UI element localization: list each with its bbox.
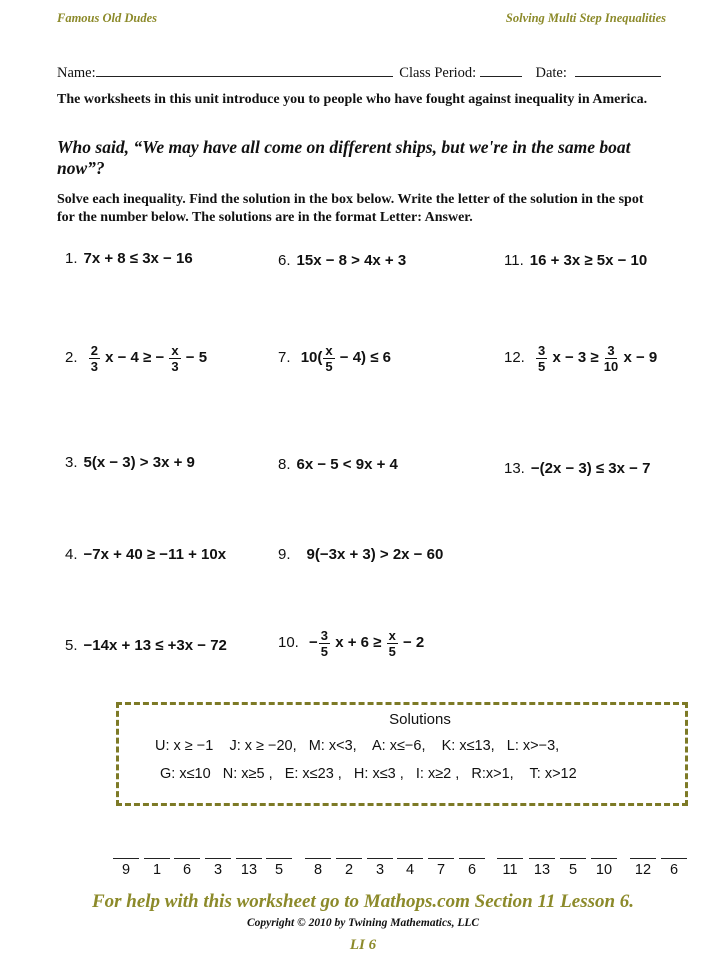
problem-number: 5. bbox=[65, 637, 78, 654]
answer-blank[interactable] bbox=[305, 858, 331, 859]
problem-number: 9. bbox=[278, 546, 291, 563]
class-period-field[interactable] bbox=[480, 62, 522, 77]
problem-4 bbox=[65, 546, 226, 563]
answer-blank[interactable] bbox=[144, 858, 170, 859]
answer-code-number: 8 bbox=[313, 862, 323, 878]
header-right-title: Solving Multi Step Inequalities bbox=[505, 11, 666, 25]
problem-equation-part: x − 3 ≥ bbox=[552, 349, 599, 367]
problem-1 bbox=[65, 250, 193, 267]
intro-text: The worksheets in this unit introduce you to people who have fought against inequality in America. bbox=[57, 92, 648, 107]
help-footer: For help with this worksheet go to Mathops.com Section 11 Lesson 6. bbox=[91, 891, 635, 912]
problem-equation: 7x + 8 ≤ 3x − 16 bbox=[83, 250, 193, 267]
fraction: $\frac{3}{5}$ bbox=[538, 343, 546, 374]
problem-9 bbox=[278, 546, 443, 563]
answer-code-number: 7 bbox=[436, 862, 446, 878]
problem-equation-part: x − 9 bbox=[623, 349, 658, 367]
fraction: $\frac{x}{5}$ bbox=[325, 343, 333, 374]
fraction: $\frac{x}{5}$ bbox=[388, 628, 396, 659]
answer-code-number: 3 bbox=[375, 862, 385, 878]
problem-number: 3. bbox=[65, 454, 78, 471]
problem-equation: −7x + 40 ≥ −11 + 10x bbox=[83, 546, 227, 563]
famous-quote-question: Who said, “We may have all come on different ships, but we're in the same boat now”? bbox=[57, 137, 631, 178]
problem-equation-part: x − 4 ≥ − bbox=[105, 349, 165, 367]
answer-code-number: 5 bbox=[274, 862, 284, 878]
answer-blank[interactable] bbox=[397, 858, 423, 859]
answer-blank[interactable] bbox=[174, 858, 200, 859]
problem-8 bbox=[278, 456, 398, 473]
problem-equation-part: − 5 bbox=[185, 349, 208, 367]
answer-code-number: 5 bbox=[568, 862, 578, 878]
problem-equation: 6x − 5 < 9x + 4 bbox=[296, 456, 398, 473]
fraction: $\frac{x}{3}$ bbox=[171, 343, 179, 374]
problem-equation-part: − 4) ≤ 6 bbox=[339, 349, 391, 367]
answer-code-number: 13 bbox=[240, 862, 258, 878]
problem-12 bbox=[504, 343, 657, 374]
solutions-title: Solutions bbox=[389, 711, 451, 728]
fraction: $\frac{3}{5}$ bbox=[320, 628, 329, 659]
answer-blank[interactable] bbox=[497, 858, 523, 859]
answer-blank[interactable] bbox=[205, 858, 231, 859]
class-period-label: Class Period: bbox=[399, 65, 477, 81]
problem-equation-part: − 2 bbox=[402, 634, 425, 652]
answer-code-number: 6 bbox=[467, 862, 477, 878]
problem-2 bbox=[65, 343, 207, 374]
answer-code-number: 10 bbox=[595, 862, 613, 878]
problem-equation: −14x + 13 ≤ +3x − 72 bbox=[83, 637, 227, 654]
problem-number: 12. bbox=[504, 349, 525, 367]
answer-blank[interactable] bbox=[367, 858, 393, 859]
problem-number: 1. bbox=[65, 250, 78, 267]
name-label: Name: bbox=[57, 65, 96, 81]
problem-equation: −(2x − 3) ≤ 3x − 7 bbox=[530, 460, 651, 477]
answer-blank[interactable] bbox=[529, 858, 555, 859]
solutions-row-2: G: x≤10 N: x≥5 , E: x≤23 , H: x≤3 , I: x≥2 , R:x>1, T: x>12 bbox=[160, 766, 577, 782]
answer-code-number: 2 bbox=[344, 862, 354, 878]
answer-blank[interactable] bbox=[560, 858, 586, 859]
problem-3 bbox=[65, 454, 195, 471]
answer-blank[interactable] bbox=[236, 858, 262, 859]
problem-number: 7. bbox=[278, 349, 291, 367]
answer-code-number: 12 bbox=[634, 862, 652, 878]
problem-equation: 9(−3x + 3) > 2x − 60 bbox=[306, 546, 444, 563]
answer-blank[interactable] bbox=[591, 858, 617, 859]
problem-number: 11. bbox=[504, 252, 524, 269]
problem-equation-part: − bbox=[309, 634, 318, 652]
problem-equation: 5(x − 3) > 3x + 9 bbox=[83, 454, 195, 471]
solutions-row-1: U: x ≥ −1 J: x ≥ −20, M: x<3, A: x≤−6, K: x≤13, L: x>−3, bbox=[155, 738, 560, 754]
problem-equation: 16 + 3x ≥ 5x − 10 bbox=[529, 252, 648, 269]
problem-13 bbox=[504, 460, 650, 477]
answer-blank[interactable] bbox=[113, 858, 139, 859]
answer-code-number: 4 bbox=[405, 862, 415, 878]
problem-number: 6. bbox=[278, 252, 291, 269]
answer-blank[interactable] bbox=[459, 858, 485, 859]
instructions-text: Solve each inequality. Find the solution in the box below. Write the letter of the solution in the spot for the number below. The solutions are in the format Letter: Answer. bbox=[57, 192, 644, 225]
student-info-row bbox=[57, 62, 661, 82]
answer-code-number: 9 bbox=[121, 862, 131, 878]
answer-blank[interactable] bbox=[266, 858, 292, 859]
answer-code-number: 13 bbox=[533, 862, 551, 878]
problem-6 bbox=[278, 252, 406, 269]
page-label: LI 6 bbox=[349, 937, 377, 953]
problem-7 bbox=[278, 343, 391, 374]
date-label: Date: bbox=[535, 65, 567, 81]
fraction: $\frac{3}{10}$ bbox=[603, 343, 619, 374]
problem-number: 8. bbox=[278, 456, 291, 473]
answer-code-number: 6 bbox=[669, 862, 679, 878]
date-field[interactable] bbox=[575, 62, 661, 77]
answer-code-number: 6 bbox=[182, 862, 192, 878]
answer-code-number: 11 bbox=[502, 862, 518, 878]
problem-5 bbox=[65, 637, 227, 654]
problem-number: 2. bbox=[65, 349, 78, 367]
problem-11 bbox=[504, 252, 647, 269]
problem-number: 10. bbox=[278, 634, 299, 652]
answer-blank[interactable] bbox=[428, 858, 454, 859]
answer-blank[interactable] bbox=[630, 858, 656, 859]
name-field[interactable] bbox=[96, 62, 393, 77]
problem-10 bbox=[278, 628, 424, 659]
problem-equation-part: 10( bbox=[300, 349, 323, 367]
answer-blank[interactable] bbox=[336, 858, 362, 859]
problem-number: 13. bbox=[504, 460, 525, 477]
answer-blank[interactable] bbox=[661, 858, 687, 859]
problem-equation-part: x + 6 ≥ bbox=[335, 634, 382, 652]
header-left-title: Famous Old Dudes bbox=[57, 11, 158, 25]
answer-code-number: 3 bbox=[213, 862, 223, 878]
fraction: $\frac{2}{3}$ bbox=[90, 343, 98, 374]
problem-equation: 15x − 8 > 4x + 3 bbox=[296, 252, 407, 269]
answer-code-number: 1 bbox=[152, 862, 162, 878]
copyright-footer: Copyright © 2010 by Twining Mathematics, LLC bbox=[246, 917, 480, 929]
problem-number: 4. bbox=[65, 546, 78, 563]
